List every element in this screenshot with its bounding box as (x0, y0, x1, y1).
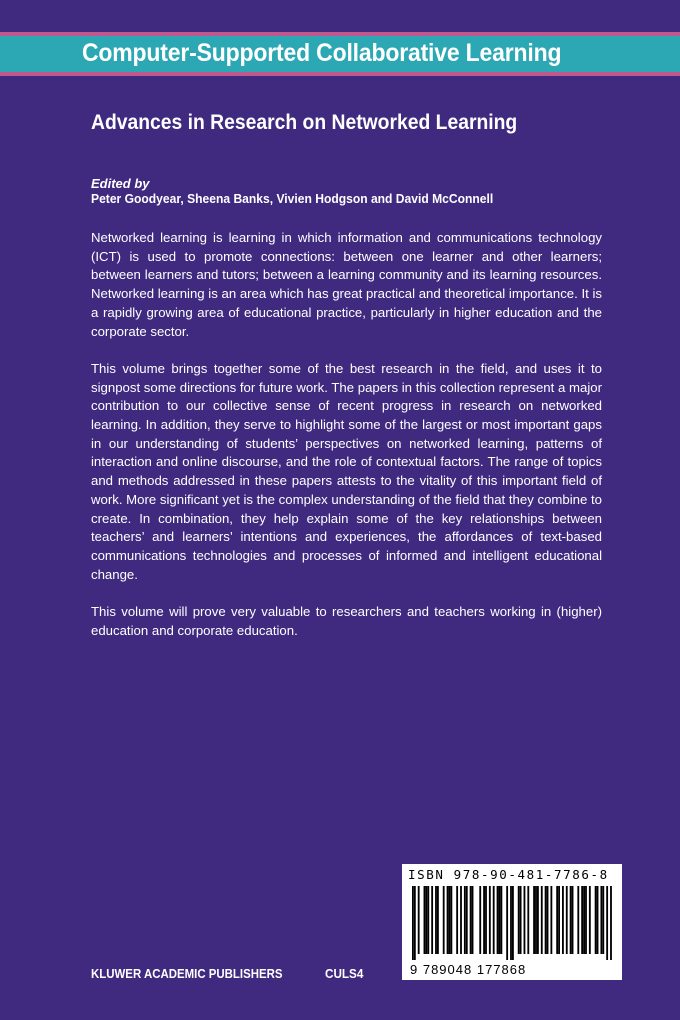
barcode-bar (545, 886, 547, 954)
barcode-bar (412, 886, 414, 960)
barcode-bar (589, 886, 591, 954)
barcode-bar (550, 886, 552, 954)
barcode-bar (431, 886, 433, 954)
barcode-bar (510, 886, 512, 960)
barcode-bar (556, 886, 558, 954)
barcode-bar (572, 886, 574, 954)
barcode-bar (524, 886, 526, 954)
barcode-bar (585, 886, 587, 954)
barcode-bar (447, 886, 449, 954)
publisher-name: KLUWER ACADEMIC PUBLISHERS (91, 966, 283, 981)
blurb-paragraph: This volume will prove very valuable to researchers and teachers working in (higher) education and corporate education. (91, 604, 602, 638)
series-code: CULS4 (325, 966, 364, 981)
barcode-bar (424, 886, 426, 954)
barcode-bar (427, 886, 429, 954)
barcode-bar (443, 886, 445, 954)
top-stripe (0, 0, 680, 32)
barcode-bar (506, 886, 508, 960)
barcode-bar (500, 886, 502, 954)
barcode-bar (606, 886, 608, 960)
barcode-bar (566, 886, 568, 954)
barcode-bar (577, 886, 579, 954)
barcode-bar (562, 886, 564, 954)
barcode-bar (485, 886, 487, 954)
barcode-bar (535, 886, 537, 954)
barcode-bar (581, 886, 583, 954)
barcode-bar (499, 886, 501, 954)
barcode-bar (518, 886, 520, 954)
series-band (0, 32, 680, 76)
editors: Peter Goodyear, Sheena Banks, Vivien Hodgson and David McConnell (91, 191, 494, 206)
barcode-icon (412, 886, 612, 960)
barcode-bar (520, 886, 522, 954)
barcode-bar (489, 886, 491, 954)
series-title: Computer-Supported Collaborative Learning (82, 39, 562, 67)
barcode-bar (527, 886, 529, 954)
barcode-bar (425, 886, 427, 954)
barcode-bar (512, 886, 514, 960)
isbn-text: ISBN 978-90-481-7786-8 (408, 867, 609, 882)
barcode-bar (418, 886, 420, 954)
barcode-bar (602, 886, 604, 954)
barcode-bar (450, 886, 452, 954)
barcode-box (402, 864, 622, 980)
barcode-bar (558, 886, 560, 954)
barcode-bar (610, 886, 612, 960)
barcode-bar (570, 886, 572, 954)
barcode-bar (466, 886, 468, 954)
barcode-bar (460, 886, 462, 954)
blurb-paragraph: Networked learning is learning in which information and communications technology (ICT) is used to promote connections: between one learner and other learners; between learners and tutors; between a learning community and its learning resources. Networked learning is an area which has great practical and theoretical importance. It is a rapidly growing area of educational practice, particularly in higher education and the corporate sector. (91, 230, 602, 339)
barcode-bar (583, 886, 585, 954)
barcode-bar (493, 886, 495, 954)
barcode-bar (497, 886, 499, 954)
blurb (91, 229, 602, 659)
barcode-bar (541, 886, 543, 954)
barcode-bar (470, 886, 472, 954)
barcode-bar (449, 886, 451, 954)
barcode-bar (435, 886, 437, 954)
barcode-bar (547, 886, 549, 954)
book-title: Advances in Research on Networked Learning (91, 111, 518, 134)
barcode-bar (597, 886, 599, 954)
barcode-bar (600, 886, 602, 954)
blurb-paragraph: This volume brings together some of the best research in the field, and uses it to signpost some directions for future work. The papers in this collection represent a major contribution to our collective sense of recent progress in research on networked learning. In addition, they serve to highlight some of the largest or most important gaps in our understanding of students’ perspectives on networked learning, patterns of interaction and online discourse, and the role of contextual factors. The range of topics and methods addressed in these papers attests to the vitality of this important field of work. More significant yet is the complex understanding of the field that they combine to create. In combination, they help explain some of the key relationships between teachers’ and learners’ intentions and experiences, the affordances of text-based communications technologies and processes of informed and intelligent educational change. (91, 360, 602, 582)
barcode-bar (479, 886, 481, 954)
barcode-bar (437, 886, 439, 954)
barcode-bar (414, 886, 416, 960)
barcode-bar (472, 886, 474, 954)
barcode-digits: 9 789048 177868 (410, 962, 527, 977)
barcode-bar (537, 886, 539, 954)
barcode-bar (456, 886, 458, 954)
barcode-bar (483, 886, 485, 954)
barcode-bar (595, 886, 597, 954)
barcode-bar (533, 886, 535, 954)
edited-by-label: Edited by (91, 176, 150, 191)
barcode-bar (464, 886, 466, 954)
